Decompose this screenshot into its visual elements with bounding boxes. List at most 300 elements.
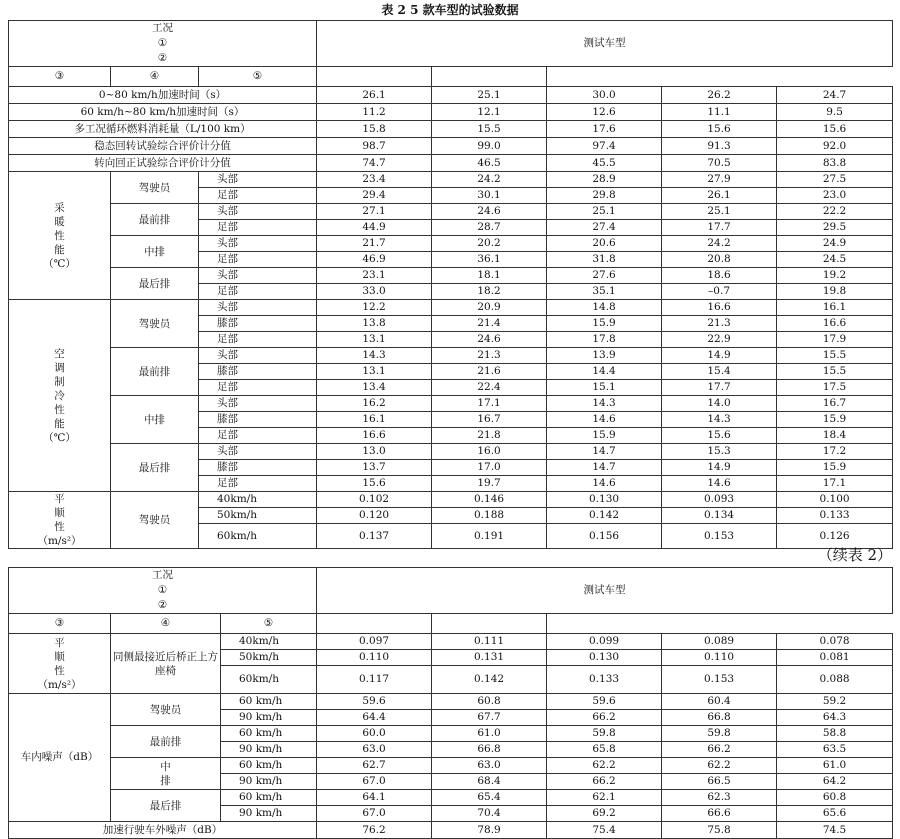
row-group: 最后排 bbox=[111, 268, 199, 300]
value-cell: 27.9 bbox=[662, 172, 777, 188]
value-cell: 20.8 bbox=[662, 252, 777, 268]
value-cell: 16.6 bbox=[777, 316, 893, 332]
vehicle-column-header: ⑤ bbox=[221, 614, 317, 634]
value-cell: 58.8 bbox=[777, 726, 893, 742]
value-cell: 23.0 bbox=[777, 188, 893, 204]
vehicle-column-header: ③ bbox=[9, 67, 111, 87]
value-cell: 16.6 bbox=[662, 300, 777, 316]
table-row bbox=[9, 568, 893, 614]
value-cell: 0.093 bbox=[662, 492, 777, 508]
label-line: 采 bbox=[54, 201, 65, 214]
value-cell: 12.2 bbox=[317, 300, 432, 316]
value-cell: 67.7 bbox=[432, 710, 547, 726]
row-group: 驾驶员 bbox=[111, 172, 199, 204]
label-line: 顺 bbox=[54, 507, 65, 519]
row-item: 头部 bbox=[199, 236, 317, 252]
value-cell: 23.4 bbox=[317, 172, 432, 188]
value-cell: 61.0 bbox=[432, 726, 547, 742]
label-line: 工况 bbox=[152, 22, 174, 34]
label-line: 调 bbox=[54, 361, 65, 374]
test-data-table bbox=[8, 20, 893, 549]
value-cell: 36.1 bbox=[432, 252, 547, 268]
table-row bbox=[9, 790, 893, 806]
value-cell: 13.9 bbox=[547, 348, 662, 364]
value-cell: 0.097 bbox=[317, 634, 432, 650]
value-cell: 22.4 bbox=[432, 380, 547, 396]
section-label-heating bbox=[9, 172, 111, 300]
value-cell: 14.4 bbox=[547, 364, 662, 380]
label-line: （m/s²） bbox=[37, 535, 82, 547]
value-cell: 23.1 bbox=[317, 268, 432, 284]
value-cell: 67.0 bbox=[317, 774, 432, 790]
value-cell: 69.2 bbox=[547, 806, 662, 822]
table-row bbox=[9, 396, 893, 412]
row-item: 足部 bbox=[199, 284, 317, 300]
row-item: 50km/h bbox=[199, 508, 317, 524]
value-cell: 17.1 bbox=[777, 476, 893, 492]
value-cell: 29.5 bbox=[777, 220, 893, 236]
table-row bbox=[9, 348, 893, 364]
row-label: 加速行驶车外噪声（dB） bbox=[9, 822, 317, 839]
value-cell: 70.4 bbox=[432, 806, 547, 822]
value-cell: 27.4 bbox=[547, 220, 662, 236]
label-line: ① bbox=[157, 584, 168, 596]
value-cell: 0.126 bbox=[777, 524, 893, 549]
row-item: 足部 bbox=[199, 220, 317, 236]
value-cell: 62.3 bbox=[662, 790, 777, 806]
value-cell: 16.2 bbox=[317, 396, 432, 412]
value-cell: 60.0 bbox=[317, 726, 432, 742]
value-cell: 11.2 bbox=[317, 104, 432, 121]
table-row bbox=[9, 444, 893, 460]
table-row bbox=[9, 822, 893, 839]
value-cell: 15.9 bbox=[547, 428, 662, 444]
value-cell: 15.3 bbox=[662, 444, 777, 460]
value-cell: 26.1 bbox=[317, 87, 432, 104]
row-item: 足部 bbox=[199, 476, 317, 492]
value-cell: 15.9 bbox=[777, 460, 893, 476]
vehicle-column-header: ⑤ bbox=[199, 67, 317, 87]
value-cell: 61.0 bbox=[777, 758, 893, 774]
value-cell: 59.8 bbox=[662, 726, 777, 742]
label-line: 能 bbox=[54, 243, 65, 256]
label-line: 能 bbox=[54, 417, 65, 430]
value-cell: 30.1 bbox=[432, 188, 547, 204]
value-cell: 99.0 bbox=[432, 138, 547, 155]
row-item: 足部 bbox=[199, 188, 317, 204]
value-cell: 19.7 bbox=[432, 476, 547, 492]
vehicle-column-header: ③ bbox=[9, 614, 111, 634]
value-cell: 14.7 bbox=[547, 444, 662, 460]
value-cell: 15.5 bbox=[432, 121, 547, 138]
row-group: 中 排 bbox=[111, 758, 221, 790]
value-cell: 62.2 bbox=[662, 758, 777, 774]
row-item: 90 km/h bbox=[221, 742, 317, 758]
value-cell: 21.4 bbox=[432, 316, 547, 332]
value-cell: 92.0 bbox=[777, 138, 893, 155]
value-cell: 13.4 bbox=[317, 380, 432, 396]
value-cell: 14.0 bbox=[662, 396, 777, 412]
value-cell: 0.099 bbox=[547, 634, 662, 650]
label-line: 性 bbox=[54, 229, 65, 242]
value-cell: 0.191 bbox=[432, 524, 547, 549]
value-cell: 65.6 bbox=[777, 806, 893, 822]
label-line: 暖 bbox=[54, 215, 65, 228]
value-cell: 21.6 bbox=[432, 364, 547, 380]
value-cell: 15.4 bbox=[662, 364, 777, 380]
table-row bbox=[9, 155, 893, 172]
value-cell: 9.5 bbox=[777, 104, 893, 121]
value-cell: 27.6 bbox=[547, 268, 662, 284]
value-cell: 13.0 bbox=[317, 444, 432, 460]
vehicle-header: 测试车型 bbox=[317, 21, 893, 67]
value-cell: 62.7 bbox=[317, 758, 432, 774]
value-cell: 15.6 bbox=[317, 476, 432, 492]
value-cell: 98.7 bbox=[317, 138, 432, 155]
value-cell: 75.4 bbox=[547, 822, 662, 839]
row-item: 足部 bbox=[199, 380, 317, 396]
value-cell: 24.2 bbox=[662, 236, 777, 252]
value-cell: 30.0 bbox=[547, 87, 662, 104]
value-cell: 25.1 bbox=[432, 87, 547, 104]
label-line: 性 bbox=[54, 521, 65, 533]
row-group: 驾驶员 bbox=[111, 694, 221, 726]
vehicle-column-header: ④ bbox=[111, 67, 199, 87]
value-cell: 0.100 bbox=[777, 492, 893, 508]
value-cell: 83.8 bbox=[777, 155, 893, 172]
value-cell: 24.9 bbox=[777, 236, 893, 252]
value-cell: 14.9 bbox=[662, 460, 777, 476]
value-cell: 15.5 bbox=[777, 348, 893, 364]
value-cell: 22.9 bbox=[662, 332, 777, 348]
value-cell: 63.5 bbox=[777, 742, 893, 758]
row-group: 最后排 bbox=[111, 790, 221, 822]
table-row bbox=[9, 634, 893, 650]
row-item: 足部 bbox=[199, 332, 317, 348]
row-item: 头部 bbox=[199, 204, 317, 220]
value-cell: 0.110 bbox=[662, 650, 777, 666]
value-cell: 29.4 bbox=[317, 188, 432, 204]
value-cell: 74.5 bbox=[777, 822, 893, 839]
row-item: 40km/h bbox=[199, 492, 317, 508]
row-item: 足部 bbox=[199, 252, 317, 268]
row-item: 90 km/h bbox=[221, 806, 317, 822]
value-cell: 0.188 bbox=[432, 508, 547, 524]
row-label: 转向回正试验综合评价计分值 bbox=[9, 155, 317, 172]
value-cell: 0.102 bbox=[317, 492, 432, 508]
value-cell: 35.1 bbox=[547, 284, 662, 300]
vehicle-column-header bbox=[317, 614, 432, 634]
value-cell: 21.8 bbox=[432, 428, 547, 444]
label-line: ② bbox=[157, 52, 168, 64]
value-cell: 13.1 bbox=[317, 332, 432, 348]
value-cell: 0.134 bbox=[662, 508, 777, 524]
table-row bbox=[9, 138, 893, 155]
value-cell: 24.2 bbox=[432, 172, 547, 188]
label-line: 平 bbox=[54, 636, 65, 649]
label-line: （m/s²） bbox=[37, 678, 82, 691]
row-group: 最后排 bbox=[111, 444, 199, 492]
value-cell: 64.3 bbox=[777, 710, 893, 726]
label-line: 性 bbox=[54, 664, 65, 677]
value-cell: 24.7 bbox=[777, 87, 893, 104]
value-cell: 14.3 bbox=[317, 348, 432, 364]
row-group: 驾驶员 bbox=[111, 300, 199, 348]
value-cell: 14.8 bbox=[547, 300, 662, 316]
value-cell: 25.1 bbox=[662, 204, 777, 220]
table-row bbox=[9, 21, 893, 67]
value-cell: 0.078 bbox=[777, 634, 893, 650]
value-cell: 20.6 bbox=[547, 236, 662, 252]
value-cell: 68.4 bbox=[432, 774, 547, 790]
value-cell: 97.4 bbox=[547, 138, 662, 155]
label-line: 空 bbox=[54, 347, 65, 360]
value-cell: 0.089 bbox=[662, 634, 777, 650]
label-line: 性 bbox=[54, 403, 65, 416]
value-cell: 59.8 bbox=[547, 726, 662, 742]
label-line: 制 bbox=[54, 375, 65, 388]
condition-header bbox=[9, 568, 317, 614]
row-item: 40km/h bbox=[221, 634, 317, 650]
value-cell: 75.8 bbox=[662, 822, 777, 839]
value-cell: 27.1 bbox=[317, 204, 432, 220]
value-cell: 65.8 bbox=[547, 742, 662, 758]
value-cell: 17.1 bbox=[432, 396, 547, 412]
value-cell: 17.8 bbox=[547, 332, 662, 348]
row-group: 驾驶员 bbox=[111, 492, 199, 549]
value-cell: 66.2 bbox=[547, 710, 662, 726]
value-cell: –0.7 bbox=[662, 284, 777, 300]
row-item: 足部 bbox=[199, 428, 317, 444]
value-cell: 46.5 bbox=[432, 155, 547, 172]
label-line: 冷 bbox=[54, 389, 65, 402]
row-item: 膝部 bbox=[199, 364, 317, 380]
value-cell: 24.6 bbox=[432, 332, 547, 348]
value-cell: 16.6 bbox=[317, 428, 432, 444]
value-cell: 64.2 bbox=[777, 774, 893, 790]
value-cell: 74.7 bbox=[317, 155, 432, 172]
row-group: 最前排 bbox=[111, 348, 199, 396]
continued-label: （续表 2） bbox=[817, 546, 892, 564]
value-cell: 25.1 bbox=[547, 204, 662, 220]
table-row bbox=[9, 104, 893, 121]
condition-header bbox=[9, 21, 317, 67]
value-cell: 63.0 bbox=[317, 742, 432, 758]
value-cell: 17.2 bbox=[777, 444, 893, 460]
row-label: 0~80 km/h加速时间（s） bbox=[9, 87, 317, 104]
vehicle-column-header bbox=[432, 67, 547, 87]
value-cell: 16.0 bbox=[432, 444, 547, 460]
value-cell: 65.4 bbox=[432, 790, 547, 806]
vehicle-column-header bbox=[432, 614, 547, 634]
value-cell: 66.5 bbox=[662, 774, 777, 790]
row-group: 最前排 bbox=[111, 726, 221, 758]
value-cell: 19.2 bbox=[777, 268, 893, 284]
value-cell: 15.1 bbox=[547, 380, 662, 396]
row-label: 60 km/h~80 km/h加速时间（s） bbox=[9, 104, 317, 121]
value-cell: 14.6 bbox=[662, 476, 777, 492]
value-cell: 13.8 bbox=[317, 316, 432, 332]
value-cell: 70.5 bbox=[662, 155, 777, 172]
value-cell: 0.081 bbox=[777, 650, 893, 666]
value-cell: 64.1 bbox=[317, 790, 432, 806]
value-cell: 17.9 bbox=[777, 332, 893, 348]
value-cell: 28.7 bbox=[432, 220, 547, 236]
table-row bbox=[9, 204, 893, 220]
value-cell: 0.142 bbox=[547, 508, 662, 524]
value-cell: 15.9 bbox=[547, 316, 662, 332]
value-cell: 14.9 bbox=[662, 348, 777, 364]
value-cell: 14.3 bbox=[662, 412, 777, 428]
value-cell: 76.2 bbox=[317, 822, 432, 839]
row-label: 稳态回转试验综合评价计分值 bbox=[9, 138, 317, 155]
value-cell: 66.8 bbox=[662, 710, 777, 726]
value-cell: 18.1 bbox=[432, 268, 547, 284]
label-line: 工况 bbox=[152, 569, 174, 581]
value-cell: 15.9 bbox=[777, 412, 893, 428]
table-row bbox=[9, 87, 893, 104]
value-cell: 63.0 bbox=[432, 758, 547, 774]
row-item: 头部 bbox=[199, 348, 317, 364]
value-cell: 19.8 bbox=[777, 284, 893, 300]
value-cell: 60.8 bbox=[432, 694, 547, 710]
value-cell: 17.0 bbox=[432, 460, 547, 476]
value-cell: 60.4 bbox=[662, 694, 777, 710]
label-line: （℃） bbox=[43, 257, 76, 270]
value-cell: 17.7 bbox=[662, 380, 777, 396]
value-cell: 15.5 bbox=[777, 364, 893, 380]
value-cell: 14.6 bbox=[547, 412, 662, 428]
value-cell: 27.5 bbox=[777, 172, 893, 188]
value-cell: 24.6 bbox=[432, 204, 547, 220]
label-line: ① bbox=[157, 37, 168, 49]
value-cell: 14.7 bbox=[547, 460, 662, 476]
value-cell: 17.5 bbox=[777, 380, 893, 396]
value-cell: 78.9 bbox=[432, 822, 547, 839]
value-cell: 24.5 bbox=[777, 252, 893, 268]
value-cell: 66.2 bbox=[547, 774, 662, 790]
vehicle-column-header bbox=[317, 67, 432, 87]
label-line: （℃） bbox=[43, 431, 76, 444]
row-item: 50km/h bbox=[221, 650, 317, 666]
section-label-cooling bbox=[9, 300, 111, 492]
row-label: 多工况循环燃料消耗量（L/100 km） bbox=[9, 121, 317, 138]
row-item: 90 km/h bbox=[221, 774, 317, 790]
row-group: 中排 bbox=[111, 236, 199, 268]
vehicle-header: 测试车型 bbox=[317, 568, 893, 614]
value-cell: 0.117 bbox=[317, 666, 432, 694]
value-cell: 20.2 bbox=[432, 236, 547, 252]
section-label-interior-noise: 车内噪声（dB） bbox=[9, 694, 111, 822]
label-line: 顺 bbox=[54, 650, 65, 663]
table-row bbox=[9, 758, 893, 774]
value-cell: 31.8 bbox=[547, 252, 662, 268]
vehicle-column-header: ④ bbox=[111, 614, 221, 634]
value-cell: 44.9 bbox=[317, 220, 432, 236]
value-cell: 0.133 bbox=[547, 666, 662, 694]
value-cell: 0.156 bbox=[547, 524, 662, 549]
value-cell: 16.7 bbox=[432, 412, 547, 428]
value-cell: 15.8 bbox=[317, 121, 432, 138]
table-row bbox=[9, 694, 893, 710]
value-cell: 13.7 bbox=[317, 460, 432, 476]
value-cell: 33.0 bbox=[317, 284, 432, 300]
table-title: 表 2 5 款车型的试验数据 bbox=[381, 3, 519, 17]
value-cell: 0.137 bbox=[317, 524, 432, 549]
value-cell: 22.2 bbox=[777, 204, 893, 220]
row-item: 头部 bbox=[199, 444, 317, 460]
table-row bbox=[9, 492, 893, 508]
value-cell: 91.3 bbox=[662, 138, 777, 155]
value-cell: 18.4 bbox=[777, 428, 893, 444]
row-item: 90 km/h bbox=[221, 710, 317, 726]
value-cell: 0.153 bbox=[662, 666, 777, 694]
label-line: ② bbox=[157, 599, 168, 611]
value-cell: 0.146 bbox=[432, 492, 547, 508]
row-item: 60 km/h bbox=[221, 790, 317, 806]
row-item: 60 km/h bbox=[221, 726, 317, 742]
row-group: 最前排 bbox=[111, 204, 199, 236]
value-cell: 62.1 bbox=[547, 790, 662, 806]
value-cell: 21.3 bbox=[432, 348, 547, 364]
table-row bbox=[9, 300, 893, 316]
table-row bbox=[9, 121, 893, 138]
value-cell: 18.6 bbox=[662, 268, 777, 284]
value-cell: 18.2 bbox=[432, 284, 547, 300]
value-cell: 46.9 bbox=[317, 252, 432, 268]
row-item: 头部 bbox=[199, 396, 317, 412]
value-cell: 12.1 bbox=[432, 104, 547, 121]
value-cell: 66.8 bbox=[432, 742, 547, 758]
value-cell: 0.153 bbox=[662, 524, 777, 549]
value-cell: 12.6 bbox=[547, 104, 662, 121]
table-row bbox=[9, 614, 893, 634]
section-label-ride-comfort bbox=[9, 492, 111, 549]
value-cell: 62.2 bbox=[547, 758, 662, 774]
value-cell: 0.130 bbox=[547, 650, 662, 666]
value-cell: 29.8 bbox=[547, 188, 662, 204]
value-cell: 26.1 bbox=[662, 188, 777, 204]
value-cell: 0.110 bbox=[317, 650, 432, 666]
row-item: 头部 bbox=[199, 172, 317, 188]
value-cell: 21.7 bbox=[317, 236, 432, 252]
row-item: 60km/h bbox=[199, 524, 317, 549]
row-item: 60km/h bbox=[221, 666, 317, 694]
value-cell: 17.7 bbox=[662, 220, 777, 236]
value-cell: 16.1 bbox=[777, 300, 893, 316]
value-cell: 0.130 bbox=[547, 492, 662, 508]
value-cell: 45.5 bbox=[547, 155, 662, 172]
table-row bbox=[9, 726, 893, 742]
value-cell: 16.7 bbox=[777, 396, 893, 412]
value-cell: 0.142 bbox=[432, 666, 547, 694]
value-cell: 66.6 bbox=[662, 806, 777, 822]
value-cell: 67.0 bbox=[317, 806, 432, 822]
value-cell: 15.6 bbox=[662, 428, 777, 444]
value-cell: 0.088 bbox=[777, 666, 893, 694]
value-cell: 16.1 bbox=[317, 412, 432, 428]
value-cell: 59.6 bbox=[317, 694, 432, 710]
row-item: 头部 bbox=[199, 300, 317, 316]
value-cell: 60.8 bbox=[777, 790, 893, 806]
value-cell: 64.4 bbox=[317, 710, 432, 726]
row-group: 同侧最接近后桥正上方座椅 bbox=[111, 634, 221, 694]
row-group: 中排 bbox=[111, 396, 199, 444]
table-row bbox=[9, 67, 893, 87]
value-cell: 15.6 bbox=[777, 121, 893, 138]
row-item: 60 km/h bbox=[221, 694, 317, 710]
value-cell: 14.3 bbox=[547, 396, 662, 412]
